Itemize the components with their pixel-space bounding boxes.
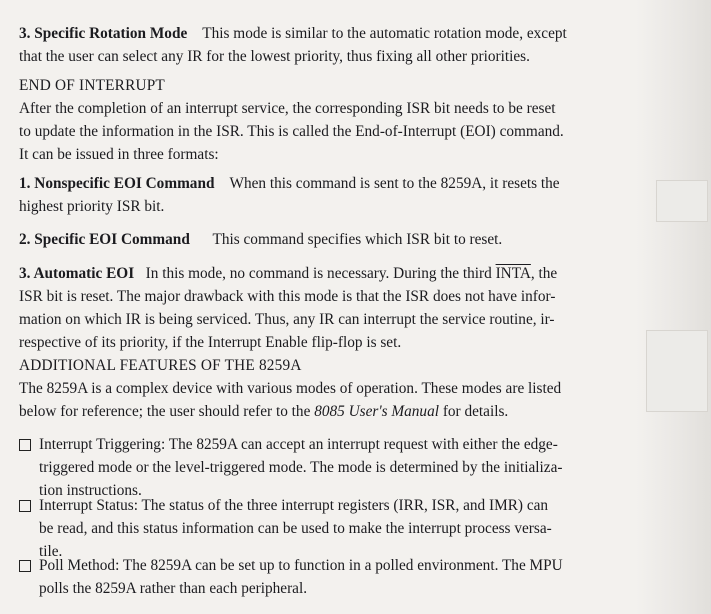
bullet-1-line-2: triggered mode or the level-triggered mode. The mode is determined by the initializa- <box>39 459 563 476</box>
eoi-intro-line-1: After the completion of an interrupt service, the corresponding ISR bit needs to be reset <box>19 100 556 117</box>
bleed-through-block <box>656 180 708 222</box>
eoi-item-3 <box>19 262 619 354</box>
bullet-2-line-1: Interrupt Status: The status of the three interrupt registers (IRR, ISR, and IMR) can <box>39 497 549 514</box>
eoi-item-1 <box>19 172 619 218</box>
specific-rotation-paragraph <box>19 22 619 68</box>
specific-rotation-text-2: that the user can select any IR for the lowest priority, thus fixing all other priorities. <box>19 48 530 65</box>
eoi-heading: END OF INTERRUPT <box>19 77 165 94</box>
bullet-1-line-1: Interrupt Triggering: The 8259A can accept an interrupt request with either the edge- <box>39 436 558 453</box>
features-intro-line-1: The 8259A is a complex device with various modes of operation. These modes are listed <box>19 380 562 397</box>
eoi-item-3-title: 3. Automatic EOI <box>19 265 135 282</box>
bleed-through-block <box>646 330 708 412</box>
eoi-item-3-line-4: respective of its priority, if the Interrupt Enable flip-flop is set. <box>19 334 402 351</box>
eoi-item-3-text: In this mode, no command is necessary. During the third <box>145 265 492 282</box>
bullet-2-line-3: tile. <box>39 543 63 560</box>
bullet-interrupt-triggering <box>19 433 619 502</box>
bullet-3-line-2: polls the 8259A rather than each peripheral. <box>39 580 308 597</box>
specific-rotation-text: This mode is similar to the automatic rotation mode, except <box>202 25 567 42</box>
eoi-item-1-text-2: highest priority ISR bit. <box>19 198 165 215</box>
features-intro-line-2a: below for reference; the user should refer to the <box>19 403 311 420</box>
eoi-item-2-text: This command specifies which ISR bit to reset. <box>212 231 503 248</box>
eoi-intro-line-2: to update the information in the ISR. This is called the End-of-Interrupt (EOI) command. <box>19 123 564 140</box>
eoi-item-3-line-2: ISR bit is reset. The major drawback with this mode is that the ISR does not have infor- <box>19 288 556 305</box>
bullet-poll-method <box>19 554 619 600</box>
eoi-intro <box>19 97 619 166</box>
specific-rotation-title: 3. Specific Rotation Mode <box>19 25 188 42</box>
bullet-3-line-1: Poll Method: The 8259A can be set up to function in a polled environment. The MPU <box>39 557 563 574</box>
manual-reference: 8085 User's Manual <box>314 403 439 420</box>
bullet-interrupt-status <box>19 494 619 563</box>
eoi-item-1-title: 1. Nonspecific EOI Command <box>19 175 215 192</box>
bullet-2-line-2: be read, and this status information can be used to make the interrupt process versa- <box>39 520 552 537</box>
eoi-intro-line-3: It can be issued in three formats: <box>19 146 219 163</box>
eoi-item-3-line-3: mation on which IR is being serviced. Thus, any IR can interrupt the service routine, ir- <box>19 311 555 328</box>
eoi-item-3-text-b: , the <box>530 265 558 282</box>
eoi-item-2-title: 2. Specific EOI Command <box>19 231 190 248</box>
eoi-item-1-text: When this command is sent to the 8259A, it resets the <box>229 175 560 192</box>
eoi-item-2 <box>19 228 619 251</box>
features-heading: ADDITIONAL FEATURES OF THE 8259A <box>19 357 302 374</box>
checkbox-bullet-icon <box>19 500 31 512</box>
inta-signal: INTA <box>495 265 531 282</box>
features-intro-line-2b: for details. <box>442 403 509 420</box>
features-intro <box>19 377 619 423</box>
bullet-1-line-3: tion instructions. <box>39 482 142 499</box>
checkbox-bullet-icon <box>19 439 31 451</box>
page-edge-shadow <box>636 0 711 614</box>
checkbox-bullet-icon <box>19 560 31 572</box>
